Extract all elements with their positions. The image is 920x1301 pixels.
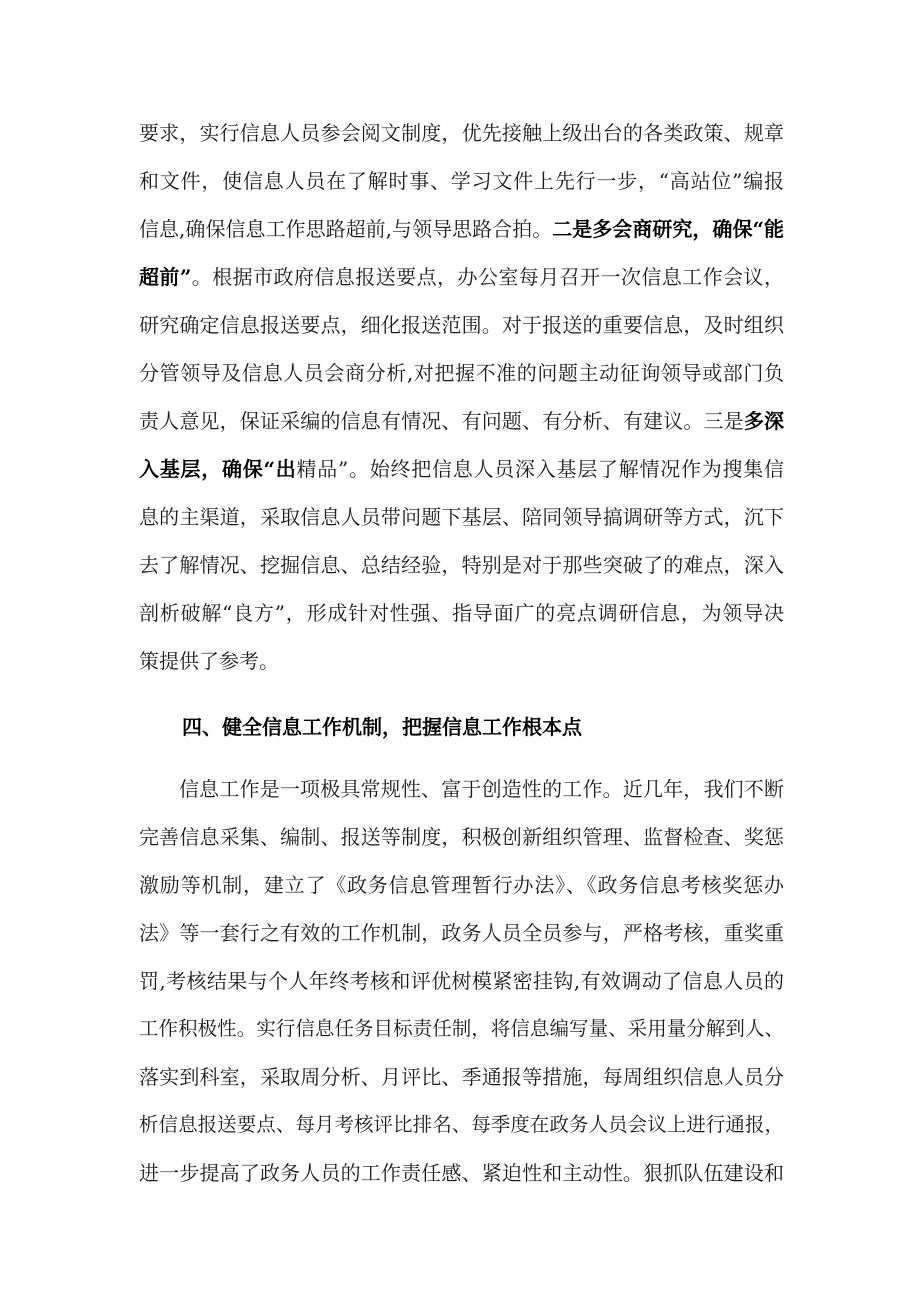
paragraph-line: 分管领导及信息人员会商分析,对把握不准的问题主动征询领导或部门负: [139, 361, 784, 385]
paragraph-line: [139, 215, 784, 243]
paragraph-line: 完善信息采集、编制、报送等制度，积极创新组织管理、监督检查、奖惩: [139, 825, 784, 849]
bold-lead-phrase: 入基层，确保“出: [139, 457, 297, 481]
paragraph-line: 析信息报送要点、每月考核评比排名、每季度在政务人员会议上进行通报，: [139, 1113, 784, 1136]
paragraph-line: 要求，实行信息人员参会阅文制度，优先接触上级出台的各类政策、规章: [139, 121, 784, 145]
section-heading: 四、健全信息工作机制，把握信息工作根本点: [182, 715, 582, 739]
paragraph-line: 激励等机制，建立了《政务信息管理暂行办法》、《政务信息考核奖惩办: [139, 873, 784, 897]
paragraph-line: 息的主渠道，采取信息人员带问题下基层、陪同领导搞调研等方式，沉下: [139, 505, 784, 529]
bold-lead-phrase: 二是多会商研究，确保“能: [552, 217, 784, 241]
paragraph-line: 和文件，使信息人员在了解时事、学习文件上先行一步，“高站位”编报: [139, 169, 784, 193]
paragraph-line: 工作积极性。实行信息任务目标责任制，将信息编写量、采用量分解到人、: [139, 1017, 784, 1040]
paragraph-line: 法》等一套行之有效的工作机制，政务人员全员参与，严格考核，重奖重: [139, 921, 784, 945]
paragraph-line: 去了解情况、挖掘信息、总结经验，特别是对于那些突破了的难点，深入: [139, 553, 784, 577]
text-run: 责人意见，保证采编的信息有情况、有问题、有分析、有建议。三是: [139, 409, 744, 433]
text-run: 。根据市政府信息报送要点，办公室每月召开一次信息工作会议，: [191, 265, 784, 289]
bold-lead-phrase: 多深: [743, 409, 785, 433]
paragraph-line: [139, 263, 784, 291]
paragraph-line: 进一步提高了政务人员的工作责任感、紧迫性和主动性。狠抓队伍建设和: [139, 1161, 784, 1185]
paragraph-line: 罚,考核结果与个人年终考核和评优树模紧密挂钩,有效调动了信息人员的: [139, 969, 784, 993]
paragraph-line: 落实到科室，采取周分析、月评比、季通报等措施，每周组织信息人员分: [139, 1065, 784, 1089]
paragraph-line: [139, 407, 784, 435]
paragraph-line: 策提供了参考。: [139, 649, 279, 673]
bold-lead-phrase: 超前”: [139, 265, 192, 289]
paragraph-line: 剖析破解“良方”，形成针对性强、指导面广的亮点调研信息，为领导决: [139, 601, 784, 625]
paragraph-line: 研究确定信息报送要点，细化报送范围。对于报送的重要信息，及时组织: [139, 313, 784, 337]
paragraph-line: [139, 455, 784, 483]
paragraph-line: 信息工作是一项极具常规性、富于创造性的工作。近几年，我们不断: [179, 777, 784, 801]
text-run: 精品”。始终把信息人员深入基层了解情况作为搜集信: [296, 457, 784, 481]
text-run: 信息,确保信息工作思路超前,与领导思路合拍。: [139, 217, 553, 241]
